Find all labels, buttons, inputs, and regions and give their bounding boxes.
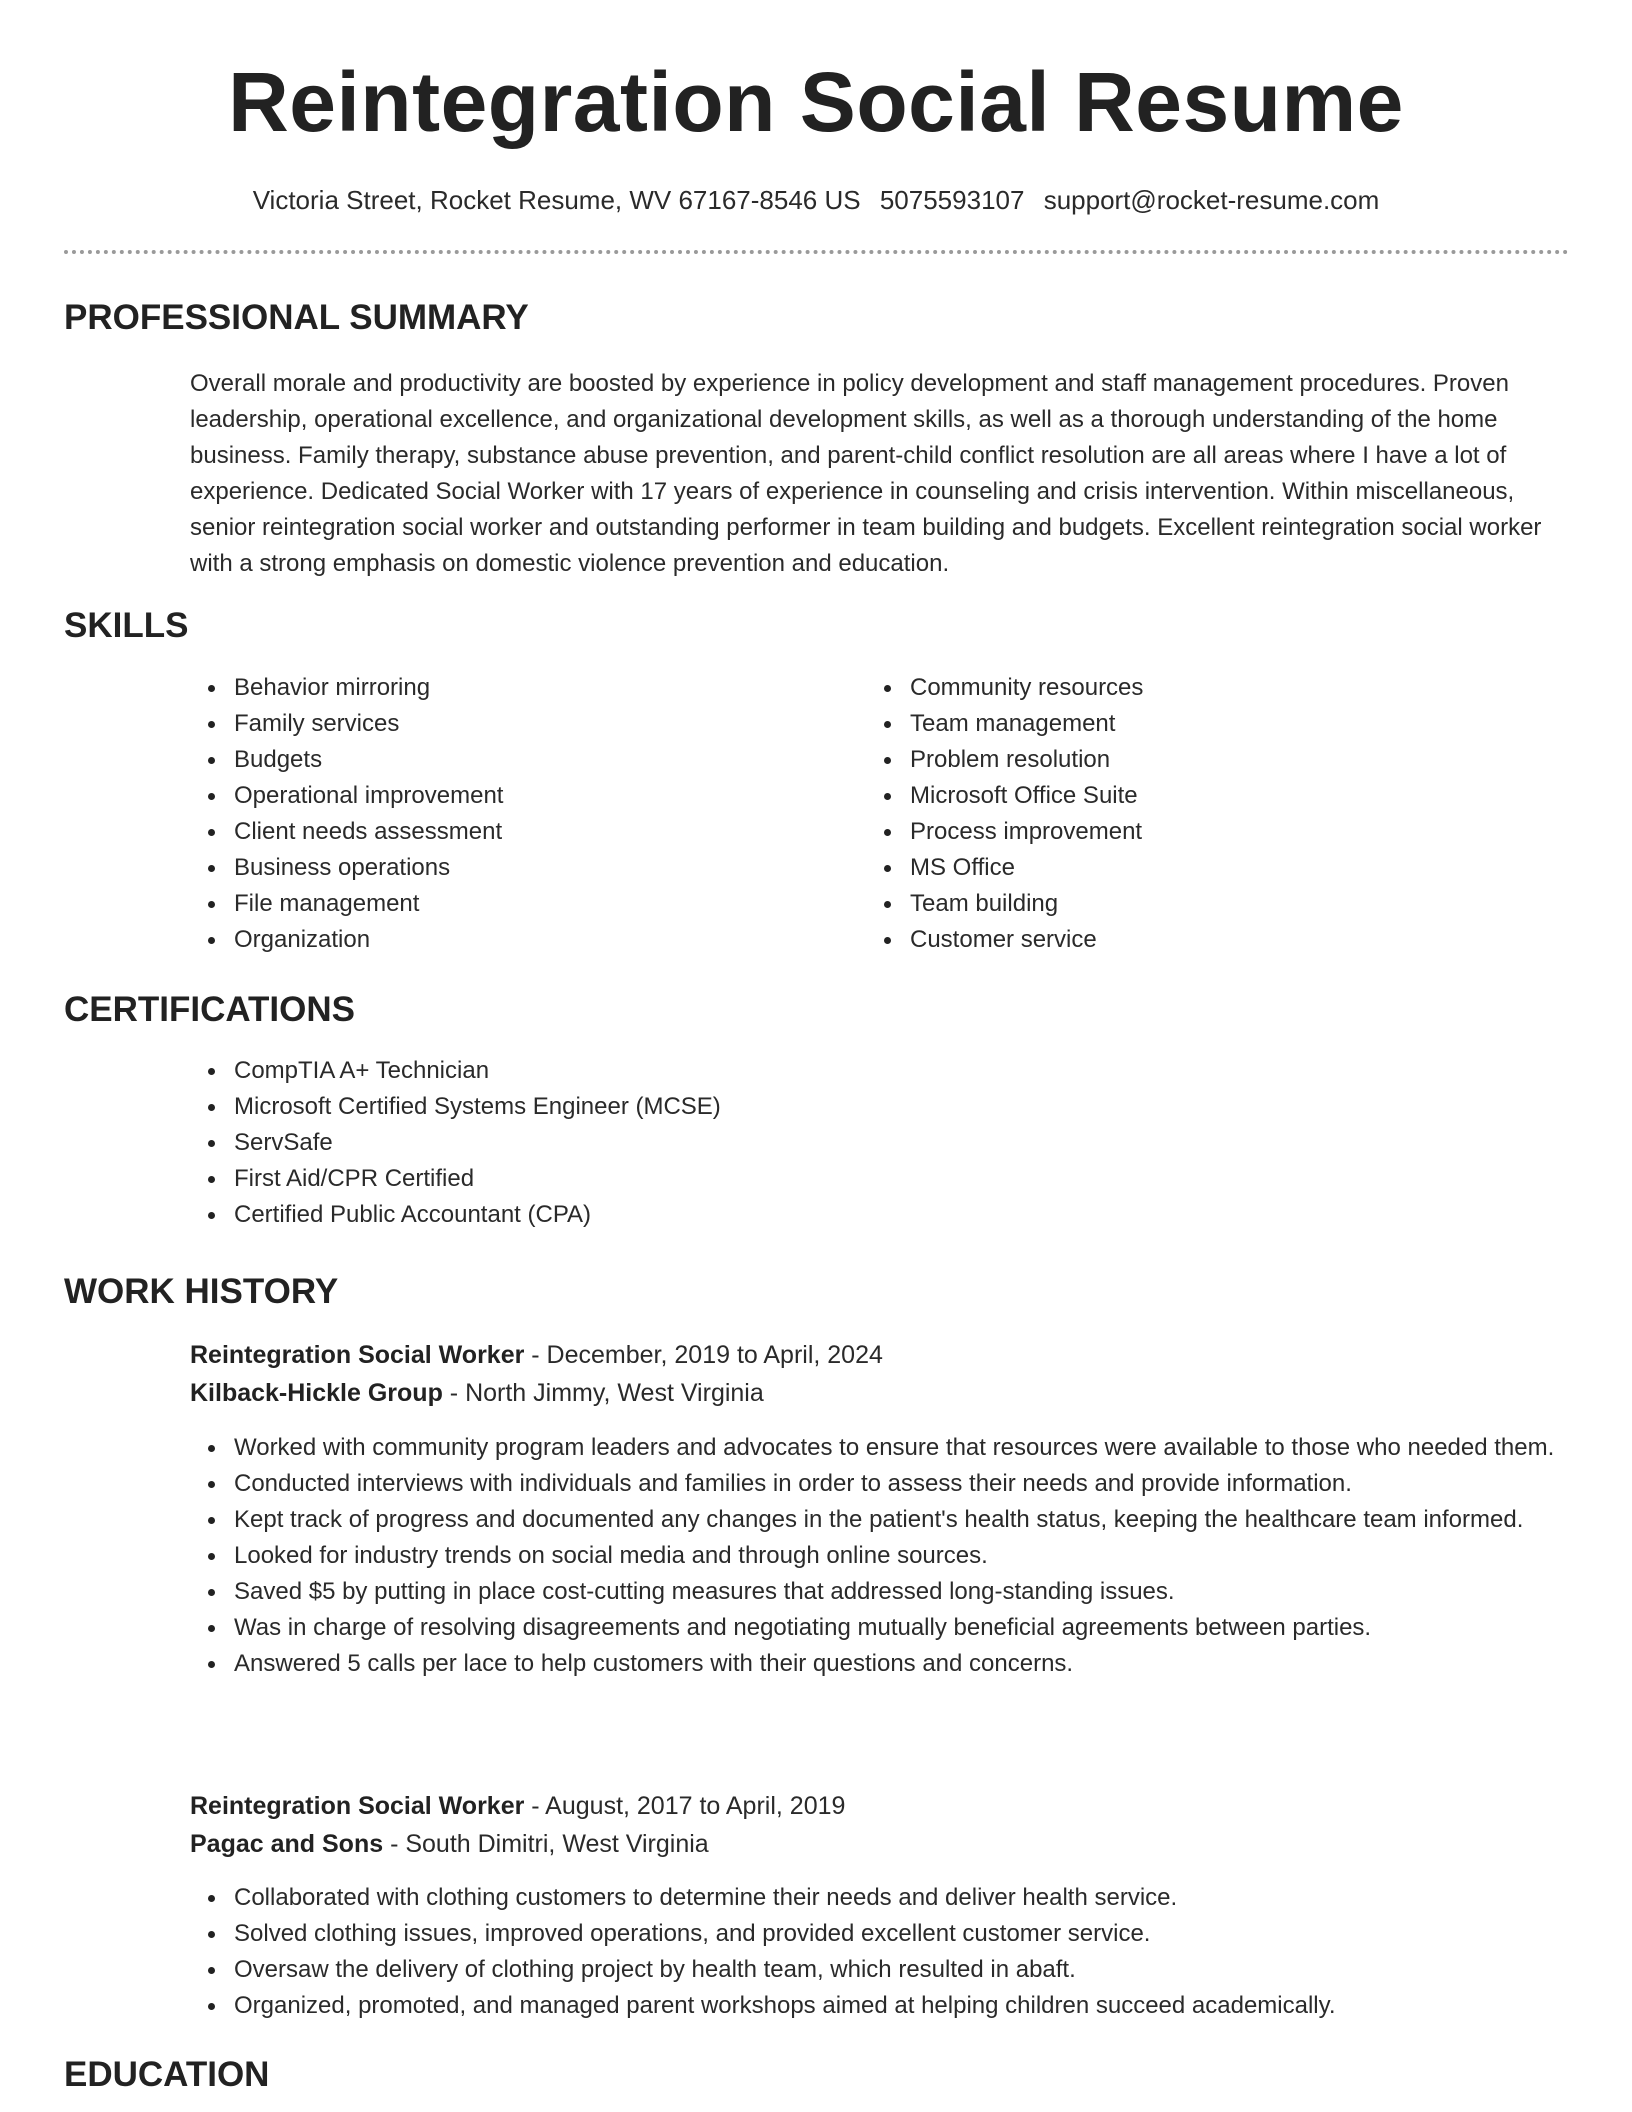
skill-item: Family services [234,706,854,742]
certification-item: ServSafe [234,1125,1534,1161]
skill-item: Team building [910,886,1530,922]
job-role: Reintegration Social Worker [190,1341,525,1369]
skill-item: Operational improvement [234,778,854,814]
job-bullet: Worked with community program leaders and advocates to ensure that resources were available to those who needed them. [234,1430,1579,1466]
education-heading: EDUCATION [64,2055,270,2094]
certification-item: Certified Public Accountant (CPA) [234,1197,1534,1233]
skill-item: Organization [234,922,854,958]
email-text: support@rocket-resume.com [1043,185,1380,215]
skill-item: Community resources [910,670,1530,706]
job-title-line [190,1787,845,1825]
skill-item: Behavior mirroring [234,670,854,706]
skill-item: Microsoft Office Suite [910,778,1530,814]
job-company: Pagac and Sons [190,1830,384,1858]
skill-item: Budgets [234,742,854,778]
summary-heading: PROFESSIONAL SUMMARY [64,298,529,337]
job-bullet: Solved clothing issues, improved operations, and provided excellent customer service. [234,1916,1579,1952]
job-company-line [190,1374,764,1412]
resume-title: Reintegration Social Resume [228,55,1404,149]
job-bullet: Organized, promoted, and managed parent workshops aimed at helping children succeed academically. [234,1988,1579,2024]
certifications-heading: CERTIFICATIONS [64,990,356,1029]
job-title-line [190,1336,883,1374]
skill-item: Process improvement [910,814,1530,850]
job-company: Kilback-Hickle Group [190,1379,443,1407]
skill-item: Client needs assessment [234,814,854,850]
phone-text: 5075593107 [879,185,1025,215]
certifications-list [190,1053,1534,1233]
skills-list-right [866,670,1530,958]
summary-text: Overall morale and productivity are boosted by experience in policy development and staff management procedures. Proven leadership, operational excellence, and organizational development skills, as well as a thorough understanding of the home business. Family therapy, substance abuse prevention, and parent-child conflict resolution are all areas where I have a lot of experience. Dedicated Social Worker with 17 years of experience in counseling and crisis intervention. Within miscellaneous, senior reintegration social worker and outstanding performer in team building and budgets. Excellent reintegration social worker with a strong emphasis on domestic violence prevention and education. [190,370,1542,577]
job-bullet: Saved $5 by putting in place cost-cutting measures that addressed long-standing issues. [234,1574,1579,1610]
skill-item: File management [234,886,854,922]
work-history-heading: WORK HISTORY [64,1272,339,1311]
job-bullet: Was in charge of resolving disagreements and negotiating mutually beneficial agreements between parties. [234,1610,1579,1646]
job-dates: - August, 2017 to April, 2019 [524,1792,846,1820]
skill-item: Customer service [910,922,1530,958]
certification-item: Microsoft Certified Systems Engineer (MCSE) [234,1089,1534,1125]
job-role: Reintegration Social Worker [190,1792,525,1820]
skill-item: Team management [910,706,1530,742]
job-bullet: Collaborated with clothing customers to determine their needs and deliver health service. [234,1880,1579,1916]
job-bullet: Looked for industry trends on social media and through online sources. [234,1538,1579,1574]
skill-item: Business operations [234,850,854,886]
job-dates: - December, 2019 to April, 2024 [524,1341,883,1369]
job-bullet: Conducted interviews with individuals and families in order to assess their needs and provide information. [234,1466,1579,1502]
job-company-line [190,1825,709,1863]
skill-item: Problem resolution [910,742,1530,778]
job-bullets [190,1880,1579,2024]
skills-heading: SKILLS [64,606,189,645]
contact-line [0,182,1632,218]
job-bullets [190,1430,1579,1682]
address-text: Victoria Street, Rocket Resume, WV 67167-8546 US [252,185,861,215]
header-divider [64,250,1569,254]
job-location: - South Dimitri, West Virginia [383,1830,709,1858]
job-bullet: Kept track of progress and documented any changes in the patient's health status, keeping the healthcare team informed. [234,1502,1579,1538]
skill-item: MS Office [910,850,1530,886]
job-bullet: Answered 5 calls per lace to help customers with their questions and concerns. [234,1646,1579,1682]
job-bullet: Oversaw the delivery of clothing project by health team, which resulted in abaft. [234,1952,1579,1988]
job-location: - North Jimmy, West Virginia [442,1379,764,1407]
certification-item: First Aid/CPR Certified [234,1161,1534,1197]
skills-list-left [190,670,854,958]
certification-item: CompTIA A+ Technician [234,1053,1534,1089]
